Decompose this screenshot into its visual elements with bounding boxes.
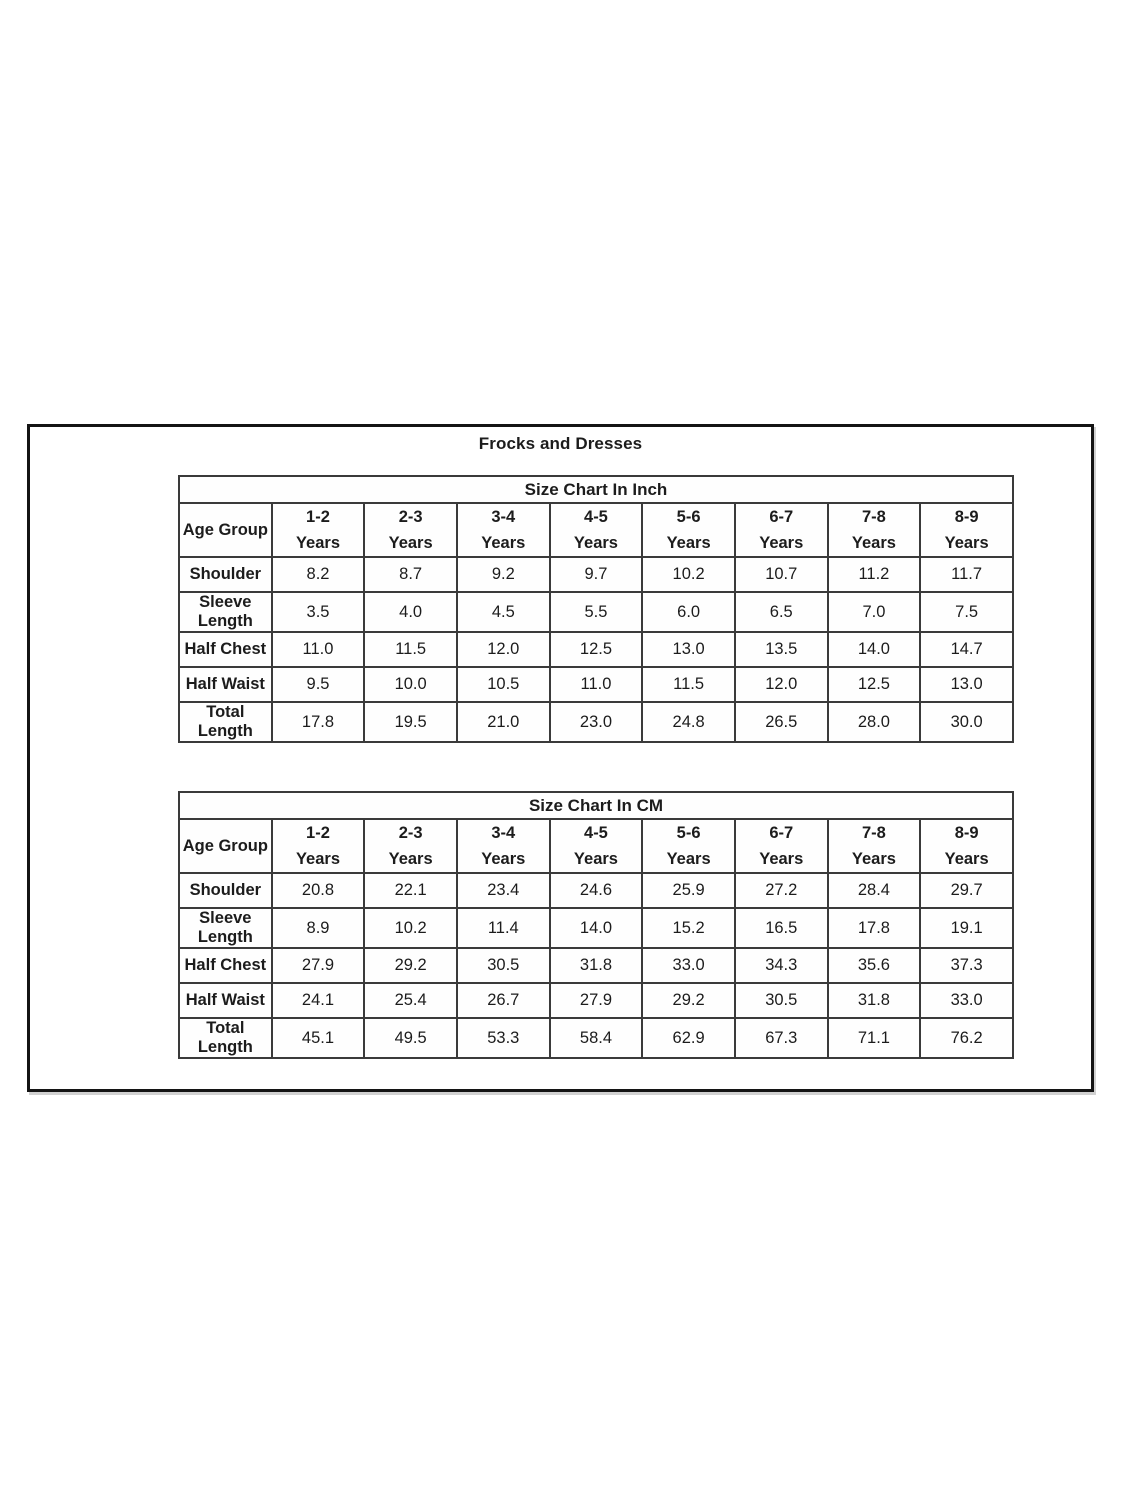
cell-value: 14.0 <box>550 908 643 948</box>
cell-value: 10.0 <box>364 667 457 702</box>
cell-value: 24.1 <box>272 983 365 1018</box>
column-header: 6-7 Years <box>735 503 828 557</box>
corner-label: Age Group <box>179 819 272 873</box>
cell-value: 22.1 <box>364 873 457 908</box>
cell-value: 34.3 <box>735 948 828 983</box>
cell-value: 4.5 <box>457 592 550 632</box>
table-title: Size Chart In Inch <box>179 476 1013 503</box>
column-header: 8-9 Years <box>920 503 1013 557</box>
cell-value: 10.5 <box>457 667 550 702</box>
cell-value: 23.4 <box>457 873 550 908</box>
cell-value: 28.4 <box>828 873 921 908</box>
cell-value: 24.8 <box>642 702 735 742</box>
table-row <box>179 667 1013 702</box>
cell-value: 31.8 <box>828 983 921 1018</box>
cell-value: 11.0 <box>550 667 643 702</box>
table-row <box>179 873 1013 908</box>
cell-value: 27.9 <box>272 948 365 983</box>
cell-value: 10.2 <box>642 557 735 592</box>
cell-value: 4.0 <box>364 592 457 632</box>
cell-value: 6.5 <box>735 592 828 632</box>
cell-value: 29.7 <box>920 873 1013 908</box>
cell-value: 33.0 <box>642 948 735 983</box>
cell-value: 9.2 <box>457 557 550 592</box>
table-title-row <box>179 792 1013 819</box>
cell-value: 31.8 <box>550 948 643 983</box>
row-label: Sleeve Length <box>179 592 272 632</box>
cell-value: 12.5 <box>828 667 921 702</box>
cell-value: 20.8 <box>272 873 365 908</box>
cell-value: 28.0 <box>828 702 921 742</box>
row-label: Half Waist <box>179 983 272 1018</box>
column-header: 2-3 Years <box>364 819 457 873</box>
table-title-row <box>179 476 1013 503</box>
cell-value: 24.6 <box>550 873 643 908</box>
column-header: 1-2 Years <box>272 503 365 557</box>
cell-value: 67.3 <box>735 1018 828 1058</box>
cell-value: 11.4 <box>457 908 550 948</box>
cell-value: 29.2 <box>364 948 457 983</box>
cell-value: 11.5 <box>642 667 735 702</box>
cell-value: 11.2 <box>828 557 921 592</box>
cell-value: 30.0 <box>920 702 1013 742</box>
cell-value: 13.0 <box>642 632 735 667</box>
cell-value: 71.1 <box>828 1018 921 1058</box>
cell-value: 35.6 <box>828 948 921 983</box>
cell-value: 19.5 <box>364 702 457 742</box>
cell-value: 9.7 <box>550 557 643 592</box>
table-row <box>179 1018 1013 1058</box>
cell-value: 11.5 <box>364 632 457 667</box>
row-label: Half Chest <box>179 632 272 667</box>
cell-value: 10.2 <box>364 908 457 948</box>
cell-value: 19.1 <box>920 908 1013 948</box>
row-label: Total Length <box>179 702 272 742</box>
column-header: 7-8 Years <box>828 503 921 557</box>
column-header: 7-8 Years <box>828 819 921 873</box>
size-table-inch <box>178 475 1014 743</box>
cell-value: 6.0 <box>642 592 735 632</box>
cell-value: 49.5 <box>364 1018 457 1058</box>
cell-value: 12.5 <box>550 632 643 667</box>
cell-value: 5.5 <box>550 592 643 632</box>
cell-value: 26.5 <box>735 702 828 742</box>
size-table-cm <box>178 791 1014 1059</box>
cell-value: 23.0 <box>550 702 643 742</box>
cell-value: 13.0 <box>920 667 1013 702</box>
cell-value: 45.1 <box>272 1018 365 1058</box>
cell-value: 21.0 <box>457 702 550 742</box>
cell-value: 12.0 <box>735 667 828 702</box>
cell-value: 7.5 <box>920 592 1013 632</box>
cell-value: 8.9 <box>272 908 365 948</box>
cell-value: 10.7 <box>735 557 828 592</box>
cell-value: 25.9 <box>642 873 735 908</box>
cell-value: 7.0 <box>828 592 921 632</box>
row-label: Half Waist <box>179 667 272 702</box>
table-row <box>179 948 1013 983</box>
row-label: Half Chest <box>179 948 272 983</box>
table-row <box>179 557 1013 592</box>
column-header: 5-6 Years <box>642 819 735 873</box>
column-header: 2-3 Years <box>364 503 457 557</box>
cell-value: 37.3 <box>920 948 1013 983</box>
size-chart-panel <box>27 424 1094 1092</box>
table-header-row <box>179 819 1013 873</box>
table-row <box>179 908 1013 948</box>
column-header: 3-4 Years <box>457 503 550 557</box>
row-label: Total Length <box>179 1018 272 1058</box>
row-label: Sleeve Length <box>179 908 272 948</box>
corner-label: Age Group <box>179 503 272 557</box>
column-header: 4-5 Years <box>550 503 643 557</box>
table-header-row <box>179 503 1013 557</box>
cell-value: 29.2 <box>642 983 735 1018</box>
cell-value: 25.4 <box>364 983 457 1018</box>
cell-value: 13.5 <box>735 632 828 667</box>
cell-value: 14.0 <box>828 632 921 667</box>
cell-value: 30.5 <box>735 983 828 1018</box>
column-header: 5-6 Years <box>642 503 735 557</box>
column-header: 1-2 Years <box>272 819 365 873</box>
cell-value: 27.9 <box>550 983 643 1018</box>
cell-value: 11.7 <box>920 557 1013 592</box>
row-label: Shoulder <box>179 873 272 908</box>
cell-value: 26.7 <box>457 983 550 1018</box>
cell-value: 17.8 <box>828 908 921 948</box>
table-row <box>179 632 1013 667</box>
table-row <box>179 983 1013 1018</box>
cell-value: 33.0 <box>920 983 1013 1018</box>
cell-value: 27.2 <box>735 873 828 908</box>
cell-value: 53.3 <box>457 1018 550 1058</box>
cell-value: 11.0 <box>272 632 365 667</box>
cell-value: 14.7 <box>920 632 1013 667</box>
column-header: 8-9 Years <box>920 819 1013 873</box>
column-header: 3-4 Years <box>457 819 550 873</box>
column-header: 6-7 Years <box>735 819 828 873</box>
cell-value: 12.0 <box>457 632 550 667</box>
table-row <box>179 702 1013 742</box>
column-header: 4-5 Years <box>550 819 643 873</box>
cell-value: 3.5 <box>272 592 365 632</box>
cell-value: 62.9 <box>642 1018 735 1058</box>
table-title: Size Chart In CM <box>179 792 1013 819</box>
cell-value: 15.2 <box>642 908 735 948</box>
cell-value: 16.5 <box>735 908 828 948</box>
cell-value: 30.5 <box>457 948 550 983</box>
page-title: Frocks and Dresses <box>478 434 643 453</box>
cell-value: 76.2 <box>920 1018 1013 1058</box>
cell-value: 8.2 <box>272 557 365 592</box>
table-row <box>179 592 1013 632</box>
cell-value: 58.4 <box>550 1018 643 1058</box>
cell-value: 9.5 <box>272 667 365 702</box>
row-label: Shoulder <box>179 557 272 592</box>
cell-value: 17.8 <box>272 702 365 742</box>
cell-value: 8.7 <box>364 557 457 592</box>
